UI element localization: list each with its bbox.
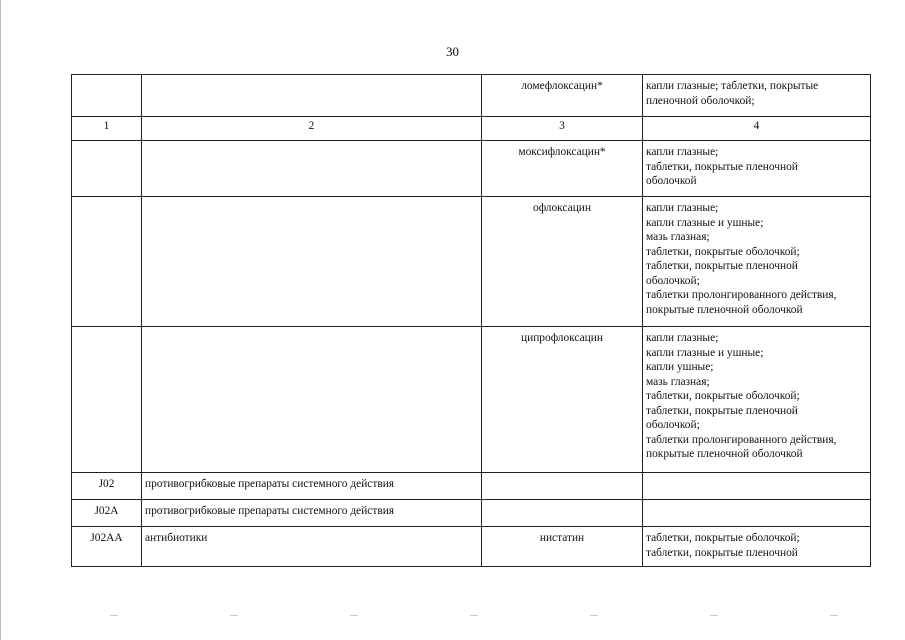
column-header-4: 4	[643, 117, 871, 141]
inn-cell	[482, 500, 643, 527]
dosage-form-line: таблетки пролонгированного действия,	[646, 433, 837, 446]
table-row	[72, 500, 871, 527]
scan-mark	[230, 615, 238, 616]
table-row	[72, 473, 871, 500]
dosage-form-line: оболочкой;	[646, 274, 700, 287]
dosage-form-line: капли ушные;	[646, 361, 714, 373]
group-name-cell	[142, 75, 482, 117]
dosage-form-line: таблетки, покрытые оболочкой;	[646, 245, 800, 258]
dosage-form-cell	[643, 327, 871, 473]
table-row	[72, 75, 871, 117]
dosage-form-cell	[643, 500, 871, 527]
dosage-form-line: капли глазные;	[646, 146, 719, 158]
dosage-form-line: таблетки, покрытые оболочкой;	[646, 390, 800, 402]
dosage-form-line: капли глазные и ушные;	[646, 346, 764, 359]
dosage-form-line: пленочной оболочкой;	[646, 94, 755, 107]
dosage-form-line: оболочкой	[646, 175, 697, 187]
dosage-form-line: оболочкой;	[646, 419, 700, 431]
dosage-form-line: таблетки, покрытые пленочной	[646, 546, 798, 559]
dosage-form-line: таблетки, покрытые пленочной	[646, 404, 798, 417]
atc-code-cell	[72, 197, 142, 327]
atc-code-cell	[72, 75, 142, 117]
inn-cell	[482, 473, 643, 500]
scan-mark	[110, 615, 118, 616]
dosage-form-line: покрытые пленочной оболочкой	[646, 303, 803, 316]
dosage-form-cell	[643, 527, 871, 567]
scan-mark	[470, 615, 478, 616]
dosage-form-line: таблетки, покрытые пленочной	[646, 160, 798, 173]
group-name-cell	[142, 327, 482, 473]
dosage-form-line: покрытые пленочной оболочкой	[646, 448, 803, 460]
dosage-form-line: мазь глазная;	[646, 231, 710, 243]
group-name-cell	[142, 197, 482, 327]
inn-cell: моксифлоксацин*	[482, 141, 643, 197]
dosage-form-cell	[643, 141, 871, 197]
table-row	[72, 197, 871, 327]
scan-mark	[710, 615, 718, 616]
scan-mark	[830, 615, 838, 616]
dosage-form-line: таблетки пролонгированного действия,	[646, 289, 837, 301]
column-header-3: 3	[482, 117, 643, 141]
scan-mark	[590, 615, 598, 616]
inn-cell: ципрофлоксацин	[482, 327, 643, 473]
dosage-form-line: капли глазные;	[646, 202, 719, 214]
table-row	[72, 527, 871, 567]
group-name-cell	[142, 141, 482, 197]
inn-cell: нистатин	[482, 527, 643, 567]
dosage-form-cell	[643, 75, 871, 117]
dosage-form-cell	[643, 473, 871, 500]
atc-code-cell	[72, 327, 142, 473]
group-name-cell: противогрибковые препараты системного действия	[142, 500, 482, 527]
atc-code-cell	[72, 141, 142, 197]
atc-code-cell: J02AA	[72, 527, 142, 567]
dosage-form-line: таблетки, покрытые оболочкой;	[646, 532, 800, 544]
dosage-form-line: капли глазные;	[646, 332, 719, 344]
scan-mark	[350, 615, 358, 616]
dosage-form-line: капли глазные и ушные;	[646, 216, 764, 229]
dosage-form-line: таблетки, покрытые пленочной	[646, 260, 798, 272]
page-number: 30	[446, 44, 459, 59]
scan-artifacts	[110, 615, 840, 621]
scan-edge-line	[0, 0, 1, 640]
dosage-form-line: мазь глазная;	[646, 375, 710, 388]
column-number-header	[72, 117, 871, 141]
atc-code-cell: J02	[72, 473, 142, 500]
table-row	[72, 327, 871, 473]
dosage-form-line: капли глазные; таблетки, покрытые	[646, 80, 819, 92]
dosage-form-cell	[643, 197, 871, 327]
atc-code-cell: J02A	[72, 500, 142, 527]
drug-list-table	[71, 74, 871, 567]
inn-cell: офлоксацин	[482, 197, 643, 327]
group-name-cell: антибиотики	[142, 527, 482, 567]
table-row	[72, 141, 871, 197]
column-header-1: 1	[72, 117, 142, 141]
group-name-cell: противогрибковые препараты системного действия	[142, 473, 482, 500]
inn-cell: ломефлоксацин*	[482, 75, 643, 117]
column-header-2: 2	[142, 117, 482, 141]
